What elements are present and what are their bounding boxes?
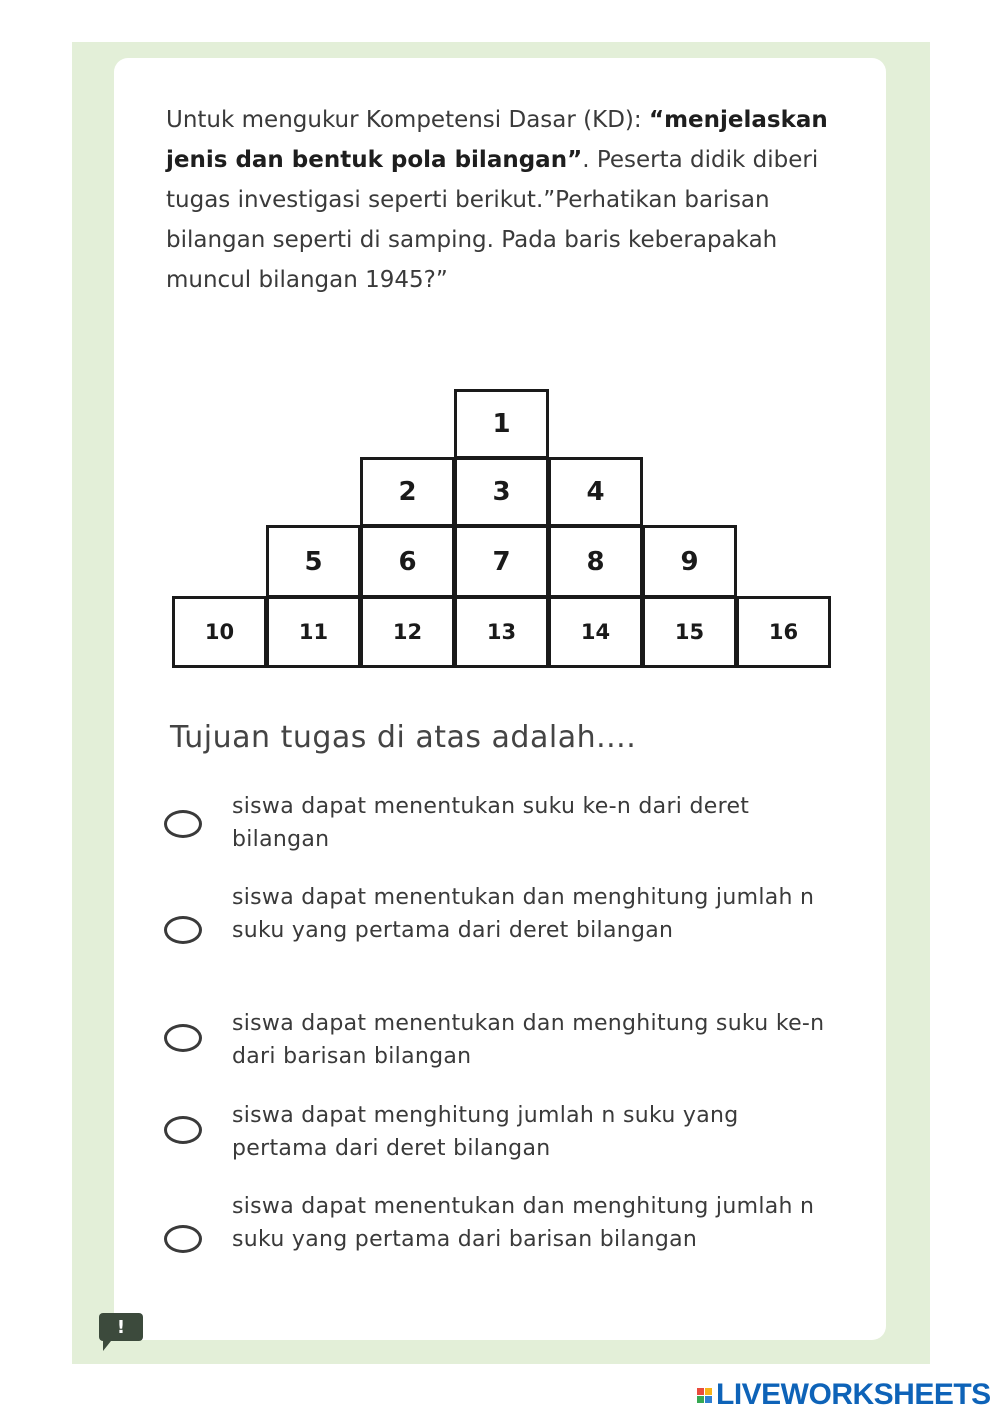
radio-button[interactable] (164, 810, 202, 838)
pyramid-cell: 6 (360, 525, 455, 598)
answer-option-label: siswa dapat menghitung jumlah n suku yang pertama dari deret bilangan (232, 1103, 739, 1161)
radio-button[interactable] (164, 916, 202, 944)
pyramid-cell: 2 (360, 457, 455, 527)
answer-option-label: siswa dapat menentukan suku ke-n dari deret bilangan (232, 794, 750, 852)
radio-button[interactable] (164, 1225, 202, 1253)
exclamation-icon: ! (116, 1316, 126, 1338)
pyramid-cell: 4 (548, 457, 643, 527)
pyramid-cell: 3 (454, 457, 549, 527)
question-text (166, 100, 846, 300)
question-competency: “menjelaskan jenis dan bentuk pola bilangan” (166, 107, 828, 173)
answer-option-label: siswa dapat menentukan dan menghitung jumlah n suku yang pertama dari deret bilangan (232, 885, 815, 943)
pyramid-cell: 1 (454, 389, 549, 459)
answer-option-label: siswa dapat menentukan dan menghitung jumlah n suku yang pertama dari barisan bilangan (232, 1194, 815, 1252)
brand-square (705, 1396, 712, 1403)
pyramid-cell: 11 (266, 596, 361, 668)
pyramid-cell: 16 (736, 596, 831, 668)
pyramid-cell: 13 (454, 596, 549, 668)
radio-button[interactable] (164, 1116, 202, 1144)
question-task: . Peserta didik diberi tugas investigasi seperti berikut.”Perhatikan barisan bilangan seperti di samping. Pada baris keberapakah muncul bilangan 1945?” (166, 147, 819, 293)
brand-square (697, 1396, 704, 1403)
pyramid-cell: 5 (266, 525, 361, 598)
report-button[interactable] (99, 1313, 143, 1341)
pyramid-cell: 8 (548, 525, 643, 598)
brand-square (705, 1388, 712, 1395)
brand-grid-icon (697, 1388, 712, 1403)
pyramid-cell: 9 (642, 525, 737, 598)
liveworksheets-logo (697, 1378, 991, 1412)
brand-name: LIVEWORKSHEETS (716, 1378, 991, 1411)
question-prompt: Tujuan tugas di atas adalah.... (170, 720, 637, 755)
answer-option-label: siswa dapat menentukan dan menghitung suku ke-n dari barisan bilangan (232, 1011, 825, 1069)
question-intro: Untuk mengukur Kompetensi Dasar (KD): (166, 107, 649, 133)
brand-square (697, 1388, 704, 1395)
pyramid-cell: 7 (454, 525, 549, 598)
pyramid-cell: 15 (642, 596, 737, 668)
radio-button[interactable] (164, 1024, 202, 1052)
pyramid-cell: 14 (548, 596, 643, 668)
pyramid-cell: 10 (172, 596, 267, 668)
pyramid-cell: 12 (360, 596, 455, 668)
